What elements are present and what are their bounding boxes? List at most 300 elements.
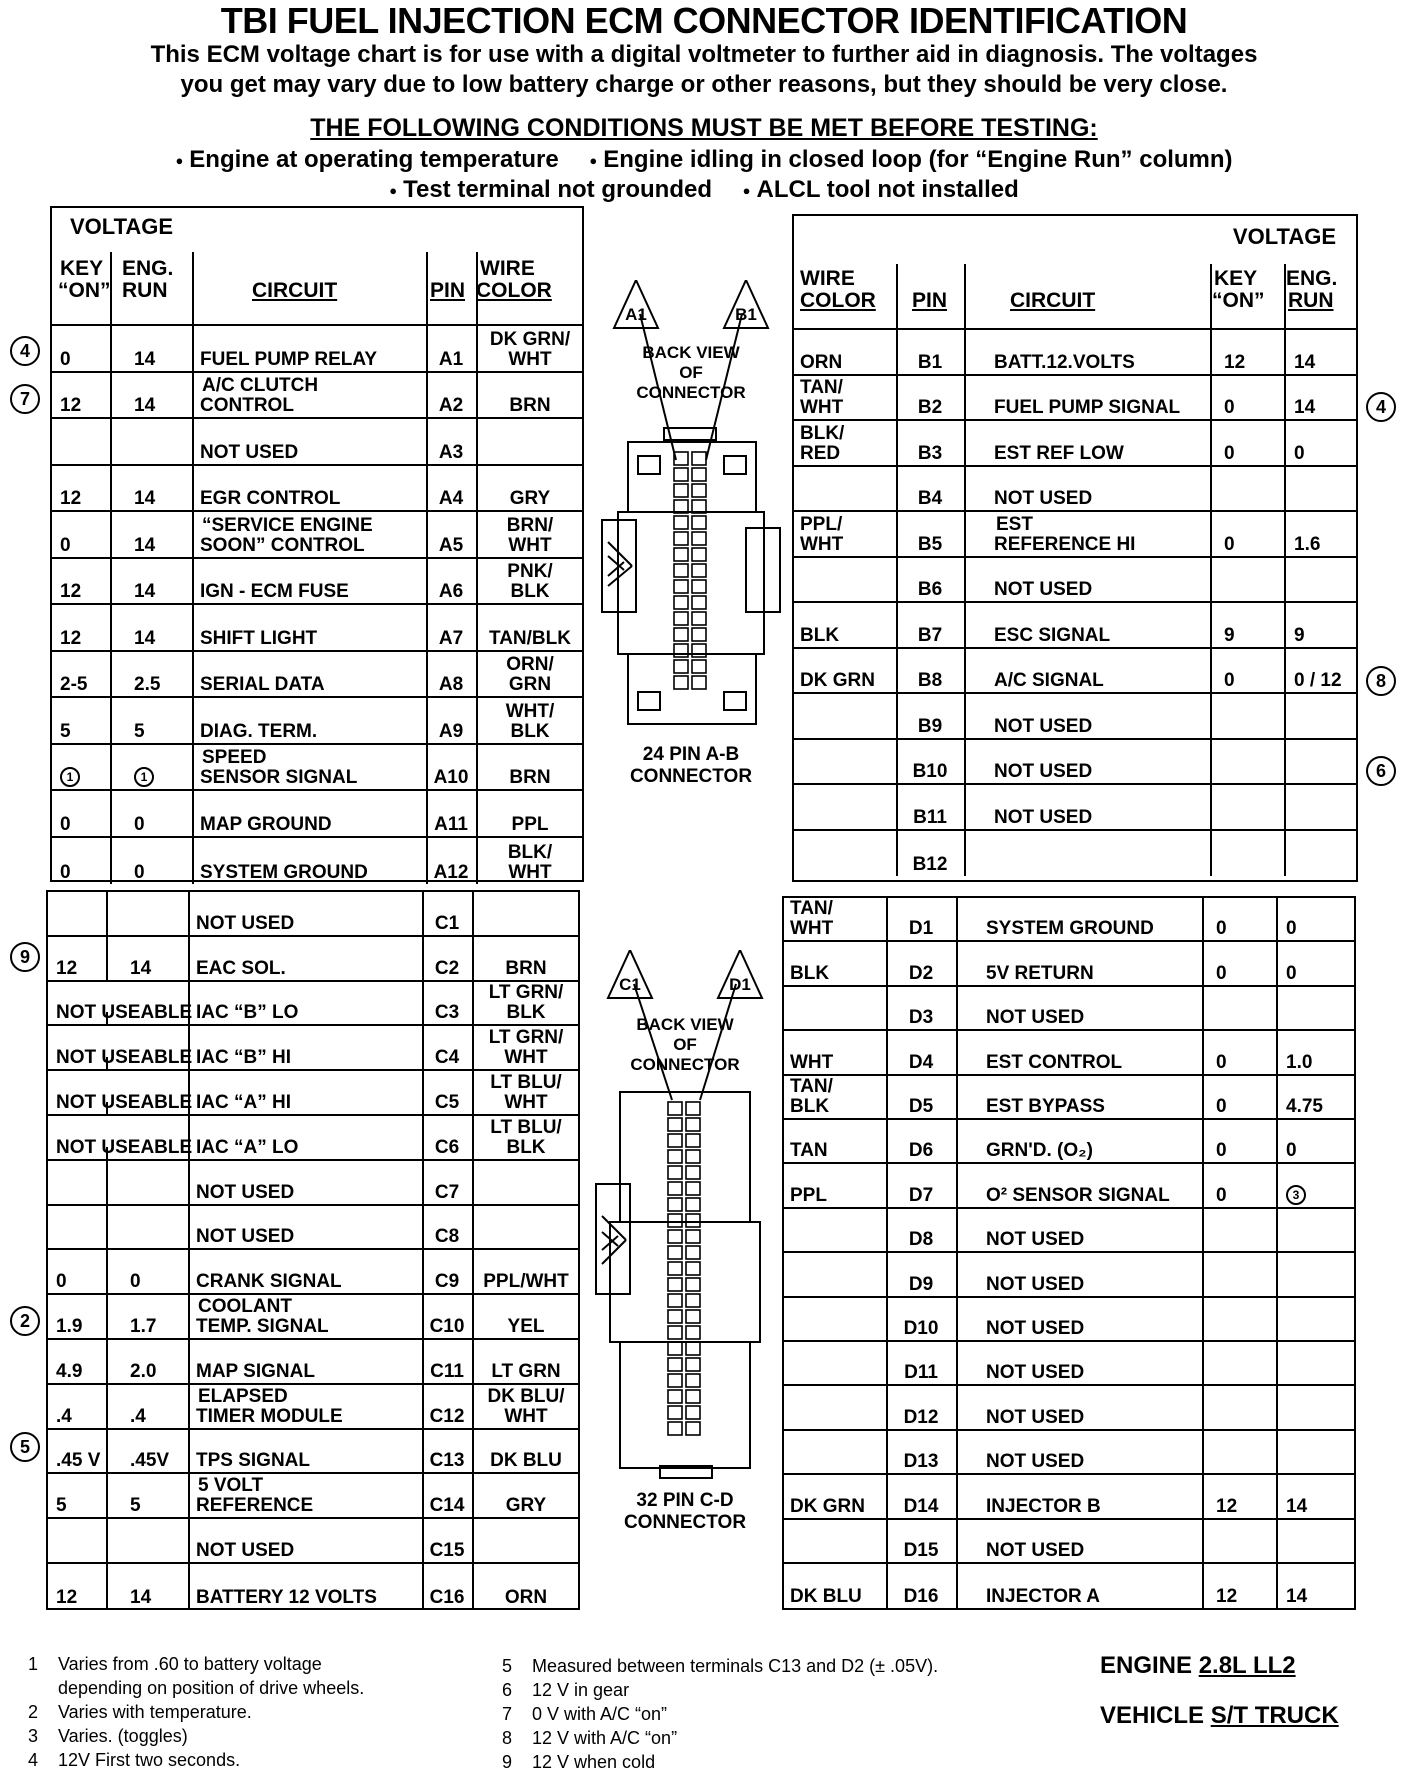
wire-color: BLK/	[507, 842, 553, 863]
column-divider	[110, 512, 112, 557]
circuit-name: EST REF LOW	[994, 442, 1124, 464]
pin-id: D14	[903, 1495, 939, 1517]
circuit-name: SERIAL DATA	[200, 674, 325, 695]
column-divider	[1276, 1031, 1278, 1073]
circuit-name: NOT USED	[986, 1273, 1085, 1295]
circuit-name: CONTROL	[200, 395, 294, 416]
column-divider	[188, 892, 190, 935]
note-marker-circle: 6	[1366, 756, 1396, 786]
column-divider	[1276, 1431, 1278, 1473]
key-on-value: 2-5	[60, 674, 88, 695]
connector-pin	[692, 484, 706, 497]
column-divider	[1202, 1298, 1204, 1340]
column-divider	[110, 698, 112, 743]
column-divider	[1284, 376, 1286, 420]
circuit-name: IAC “B” LO	[196, 1002, 299, 1024]
pin-id: C13	[429, 1450, 465, 1472]
pin-id: C2	[434, 957, 460, 979]
circuit-name: A/C CLUTCH	[202, 375, 319, 396]
connector-pin	[686, 1246, 700, 1259]
column-divider	[1276, 1298, 1278, 1340]
connector-pin	[674, 484, 688, 497]
column-divider	[1202, 1076, 1204, 1118]
circuit-name: REFERENCE	[196, 1495, 314, 1517]
eng-run-value: 9	[1294, 624, 1305, 646]
circuit-name: NOT USED	[986, 1539, 1085, 1561]
column-divider	[110, 419, 112, 464]
column-divider	[188, 1340, 190, 1383]
column-divider	[1210, 376, 1212, 420]
eng-run-value: 1.7	[130, 1315, 157, 1337]
key-on-value	[60, 767, 80, 787]
wire-color: PPL/WHT	[483, 1271, 569, 1293]
circuit-name: COOLANT	[198, 1295, 292, 1317]
column-divider	[964, 558, 966, 602]
circuit-name: SYSTEM GROUND	[200, 862, 368, 883]
column-divider	[964, 785, 966, 829]
column-divider	[956, 942, 958, 984]
column-divider	[1276, 1120, 1278, 1162]
column-divider	[1202, 987, 1204, 1029]
wire-color: WHT	[504, 1091, 548, 1113]
column-divider	[964, 467, 966, 511]
column-divider	[192, 605, 194, 650]
connector-pin	[668, 1310, 682, 1323]
key-on-value: 0	[56, 1271, 67, 1293]
key-on-value: 12	[56, 1586, 78, 1608]
eng-run-value	[1286, 1185, 1306, 1205]
pin-c1-label: C1	[619, 975, 641, 994]
connector-pin	[674, 468, 688, 481]
wire-color: PPL	[790, 1184, 827, 1206]
note-marker-circle: 8	[1366, 666, 1396, 696]
key-on-value: 5	[60, 720, 71, 742]
column-divider	[106, 1206, 108, 1249]
table-row	[794, 603, 1356, 649]
column-divider	[188, 937, 190, 980]
eng-run-value: 14	[134, 534, 156, 556]
column-divider	[1276, 1164, 1278, 1206]
eng-run-header: ENG.	[122, 257, 174, 280]
column-divider	[1284, 831, 1286, 877]
column-divider	[956, 987, 958, 1029]
table-row	[48, 1519, 578, 1564]
pin-id: C4	[434, 1047, 460, 1069]
eng-run-value: 0 / 12	[1294, 670, 1342, 691]
column-divider	[110, 745, 112, 790]
table-row	[52, 373, 582, 420]
pin-id: D13	[903, 1451, 939, 1473]
table-row	[52, 512, 582, 559]
circuit-name: A/C SIGNAL	[994, 670, 1104, 691]
circuit-name: EST BYPASS	[986, 1095, 1105, 1117]
eng-run-value: 4.75	[1286, 1095, 1323, 1117]
intro-text	[40, 40, 1368, 100]
connector-cd-diagram	[590, 950, 780, 1480]
pin-id: A4	[438, 488, 464, 509]
key-on-value: NOT USEABLE	[56, 1047, 193, 1069]
table-row	[784, 898, 1354, 942]
connector-pin	[686, 1150, 700, 1163]
column-divider	[1202, 1564, 1204, 1608]
circuit-name: 5V RETURN	[986, 962, 1094, 984]
column-divider	[956, 1475, 958, 1517]
condition-item: ● Engine idling in closed loop (for “Engine Run” column)	[589, 146, 1232, 173]
key-on-header: “ON”	[1212, 289, 1265, 312]
column-divider	[106, 1430, 108, 1473]
footnote-text: 12 V in gear	[532, 1680, 630, 1700]
eng-run-value: .45V	[130, 1450, 170, 1472]
key-on-value: 12	[1224, 351, 1246, 373]
column-divider	[110, 652, 112, 697]
pin-id: D15	[903, 1539, 939, 1561]
key-on-value: NOT USEABLE	[56, 1091, 193, 1113]
table-row	[794, 558, 1356, 604]
table-row	[794, 740, 1356, 786]
wire-color: WHT	[504, 1047, 548, 1069]
connector-pin	[686, 1342, 700, 1355]
key-on-value: 0	[1224, 442, 1235, 464]
table-row	[52, 791, 582, 838]
wire-color: ORN	[504, 1586, 548, 1608]
eng-run-header: ENG.	[1286, 267, 1338, 290]
pin-id: B3	[917, 442, 943, 464]
pin-id: C11	[430, 1360, 464, 1382]
wire-color: BRN	[509, 767, 551, 788]
eng-run-value: 5	[130, 1495, 141, 1517]
pin-id: D2	[908, 962, 934, 984]
table-row	[784, 1431, 1354, 1475]
circuit-name: NOT USED	[200, 441, 299, 463]
wire-color: RED	[800, 442, 841, 464]
wire-color: YEL	[507, 1315, 545, 1337]
column-divider	[1202, 1520, 1204, 1562]
table-row	[48, 1340, 578, 1385]
column-divider	[188, 1295, 190, 1338]
column-divider	[106, 892, 108, 935]
column-divider	[1284, 264, 1286, 328]
table-row	[52, 838, 582, 885]
condition-item: ● ALCL tool not installed	[743, 176, 1019, 203]
key-on-value: 12	[60, 581, 82, 602]
pin-id: B1	[917, 351, 943, 373]
pin-id: B7	[917, 624, 943, 646]
column-divider	[1210, 694, 1212, 738]
circuit-name: TPS SIGNAL	[196, 1450, 311, 1472]
column-divider	[956, 1520, 958, 1562]
pin-id: B10	[912, 761, 948, 782]
table-row	[52, 559, 582, 606]
column-divider	[192, 559, 194, 604]
conditions-line-2	[0, 176, 1408, 204]
connector-pin	[668, 1102, 682, 1115]
connector-cd-caption-2: CONNECTOR	[623, 1512, 747, 1533]
wire-color: DK GRN	[800, 670, 875, 691]
circuit-name: NOT USED	[986, 1007, 1085, 1029]
key-on-value: 9	[1224, 624, 1235, 646]
wire-color: WHT/	[505, 700, 555, 722]
key-on-value: .45 V	[56, 1450, 101, 1472]
column-divider	[188, 1206, 190, 1249]
table-row	[784, 942, 1354, 986]
circuit-name: NOT USED	[986, 1362, 1085, 1384]
key-on-value: 12	[1216, 1495, 1238, 1517]
column-divider	[1276, 987, 1278, 1029]
circuit-name: SHIFT LIGHT	[200, 627, 318, 649]
circuit-name: ELAPSED	[198, 1385, 288, 1407]
connector-pin	[686, 1326, 700, 1339]
circuit-name: FUEL PUMP SIGNAL	[994, 397, 1181, 418]
note-marker-circle: 4	[1366, 392, 1396, 422]
connector-pin	[692, 676, 706, 689]
back-view-text: BACK VIEW	[636, 1015, 734, 1034]
table-row	[48, 892, 578, 937]
pin-id: C3	[434, 1002, 460, 1024]
column-divider	[1210, 467, 1212, 511]
column-divider	[106, 937, 108, 980]
connector-pin	[692, 580, 706, 593]
footnote-item	[502, 1726, 938, 1750]
column-divider	[956, 1342, 958, 1384]
table-row	[52, 466, 582, 513]
connector-pin	[692, 516, 706, 529]
circuit-name: TEMP. SIGNAL	[196, 1315, 329, 1337]
column-divider	[1284, 694, 1286, 738]
footnote-number: 9	[502, 1752, 513, 1772]
connector-ab-caption-1: 24 PIN A-B	[642, 744, 740, 765]
footnote-item	[28, 1652, 364, 1676]
connector-ab-caption-2: CONNECTOR	[629, 766, 753, 787]
column-divider	[1284, 512, 1286, 556]
pin-id: D16	[903, 1586, 939, 1608]
table-row	[784, 1520, 1354, 1564]
footnote-item	[28, 1676, 364, 1700]
column-divider	[192, 373, 194, 418]
column-divider	[956, 1031, 958, 1073]
wire-color: GRY	[505, 1495, 547, 1517]
column-divider	[1202, 1120, 1204, 1162]
key-on-header: KEY	[60, 257, 104, 280]
key-on-value: 0	[60, 534, 71, 556]
eng-run-value: 0	[1286, 918, 1297, 940]
circuit-name: NOT USED	[986, 1406, 1085, 1428]
wire-color: PPL	[511, 813, 549, 835]
circuit-name: INJECTOR B	[986, 1495, 1101, 1517]
column-divider	[110, 252, 112, 324]
table-row	[784, 1342, 1354, 1386]
column-divider	[188, 1250, 190, 1293]
key-on-value: 12	[56, 957, 78, 979]
circuit-name: TIMER MODULE	[196, 1405, 343, 1427]
column-divider	[110, 326, 112, 371]
pin-id: D12	[903, 1406, 939, 1428]
pin-id: B2	[917, 397, 943, 418]
vehicle-value: S/T TRUCK	[1210, 1702, 1339, 1729]
pin-id: C8	[434, 1226, 460, 1248]
column-divider	[106, 1295, 108, 1338]
eng-run-value: .4	[130, 1405, 146, 1427]
eng-run-header: RUN	[122, 279, 168, 302]
connector-pin	[674, 532, 688, 545]
column-divider	[964, 264, 966, 328]
column-divider	[106, 1519, 108, 1562]
footnote-number: 2	[28, 1702, 39, 1722]
wire-color: BRN	[505, 957, 547, 979]
table-row	[48, 1295, 578, 1340]
column-divider	[1210, 264, 1212, 328]
column-divider	[1284, 330, 1286, 374]
key-on-value: .4	[56, 1405, 72, 1427]
wire-color: WHT	[508, 348, 552, 370]
pin-id: A11	[434, 813, 468, 835]
table-row	[784, 1298, 1354, 1342]
key-on-value: NOT USEABLE	[56, 1136, 193, 1158]
pin-id: C9	[434, 1271, 460, 1293]
column-divider	[106, 1385, 108, 1428]
table-row	[48, 982, 578, 1027]
circuit-name: 5 VOLT	[198, 1475, 264, 1497]
column-divider	[476, 419, 478, 464]
column-divider	[956, 1164, 958, 1206]
footnote-number: 1	[28, 1654, 39, 1674]
pin-id: C6	[434, 1136, 460, 1158]
connector-pin	[686, 1198, 700, 1211]
wire-color: BLK	[510, 720, 550, 742]
column-divider	[1210, 649, 1212, 693]
connector-ab-caption	[596, 744, 786, 788]
eng-run-value: 14	[134, 627, 156, 649]
table-row	[784, 1475, 1354, 1519]
circuit-name: EGR CONTROL	[200, 488, 341, 509]
pin-id: A7	[438, 627, 464, 649]
column-divider	[1210, 603, 1212, 647]
pin-d1-label: D1	[729, 975, 751, 994]
eng-run-value: 0	[1294, 442, 1305, 464]
column-divider	[1284, 603, 1286, 647]
wire-color: WHT	[508, 534, 552, 556]
back-view-text: OF	[673, 1035, 697, 1054]
footnote-item	[502, 1654, 938, 1678]
wire-color: DK BLU	[790, 1586, 862, 1608]
column-divider	[188, 1385, 190, 1428]
column-divider	[1202, 1031, 1204, 1073]
connector-pin	[686, 1230, 700, 1243]
circuit-name: SYSTEM GROUND	[986, 918, 1154, 940]
circuit-name: GRN'D. (O₂)	[986, 1140, 1093, 1162]
wire-color: WHT	[790, 1051, 834, 1073]
connector-pin	[686, 1118, 700, 1131]
footnote-item	[28, 1700, 364, 1724]
table-row	[784, 987, 1354, 1031]
wire-color: GRN	[508, 674, 552, 695]
key-on-value: 0	[1224, 397, 1235, 418]
connector-pin	[692, 628, 706, 641]
footnotes-column-1	[28, 1652, 364, 1772]
pin-b1-label: B1	[735, 305, 757, 324]
back-view-text: CONNECTOR	[636, 383, 746, 402]
connector-pin	[686, 1214, 700, 1227]
pin-header: PIN	[430, 279, 466, 302]
column-divider	[192, 252, 194, 324]
back-view-text: BACK VIEW	[642, 343, 740, 362]
connector-pin	[686, 1102, 700, 1115]
eng-run-value: 1.6	[1294, 533, 1321, 555]
eng-run-value: 0	[130, 1271, 141, 1293]
column-divider	[1210, 558, 1212, 602]
circuit-name: SPEED	[202, 747, 267, 768]
column-divider	[1202, 1209, 1204, 1251]
column-divider	[1284, 649, 1286, 693]
wire-color: TAN/	[790, 1075, 833, 1097]
table-row	[784, 1164, 1354, 1208]
column-divider	[110, 373, 112, 418]
column-divider	[192, 466, 194, 511]
circuit-name: NOT USED	[986, 1451, 1085, 1473]
column-divider	[1276, 1076, 1278, 1118]
column-divider	[106, 1564, 108, 1609]
wire-color: BLK	[800, 624, 840, 646]
key-on-value: 5	[56, 1495, 67, 1517]
column-divider	[188, 1474, 190, 1517]
back-view-text: OF	[679, 363, 703, 382]
column-divider	[1210, 831, 1212, 877]
eng-run-value: 5	[134, 720, 145, 742]
pin-a1-label: A1	[625, 305, 647, 324]
column-divider	[964, 740, 966, 784]
column-divider	[956, 1076, 958, 1118]
pin-id: A8	[438, 674, 464, 695]
pin-id: C14	[429, 1495, 465, 1517]
circuit-name: NOT USED	[196, 1226, 295, 1248]
wire-color: DK GRN	[790, 1495, 865, 1517]
connector-pin	[686, 1262, 700, 1275]
circuit-name: EST	[996, 513, 1033, 535]
note-marker-circle: 9	[10, 942, 40, 972]
circuit-header: CIRCUIT	[252, 279, 338, 302]
column-divider	[106, 1250, 108, 1293]
connector-pin	[668, 1246, 682, 1259]
table-a-pins	[50, 206, 584, 882]
table-row	[48, 1385, 578, 1430]
pin-id: B4	[917, 488, 943, 509]
column-divider	[192, 838, 194, 885]
circuit-name: IAC “B” HI	[196, 1047, 291, 1069]
column-divider	[188, 1564, 190, 1609]
key-on-value: 0	[1216, 962, 1227, 984]
connector-pin	[668, 1118, 682, 1131]
table-row	[794, 330, 1356, 376]
connector-pin	[674, 580, 688, 593]
footnote-text: 12V First two seconds.	[58, 1750, 241, 1770]
column-divider	[1284, 785, 1286, 829]
table-row	[794, 512, 1356, 558]
column-divider	[106, 1161, 108, 1204]
footnote-number: 3	[28, 1726, 39, 1746]
table-row	[48, 1026, 578, 1071]
circuit-name: MAP SIGNAL	[196, 1360, 315, 1382]
column-divider	[472, 892, 474, 935]
wire-color: PPL/	[800, 513, 843, 535]
column-divider	[192, 326, 194, 371]
note-ref-circle: 1	[134, 767, 154, 787]
key-on-value: 0	[60, 348, 71, 370]
wire-color: TAN	[790, 1140, 828, 1162]
pin-id: B11	[913, 806, 947, 828]
column-divider	[964, 694, 966, 738]
connector-pin	[686, 1390, 700, 1403]
connector-pin	[686, 1422, 700, 1435]
vehicle-info	[1100, 1702, 1339, 1730]
